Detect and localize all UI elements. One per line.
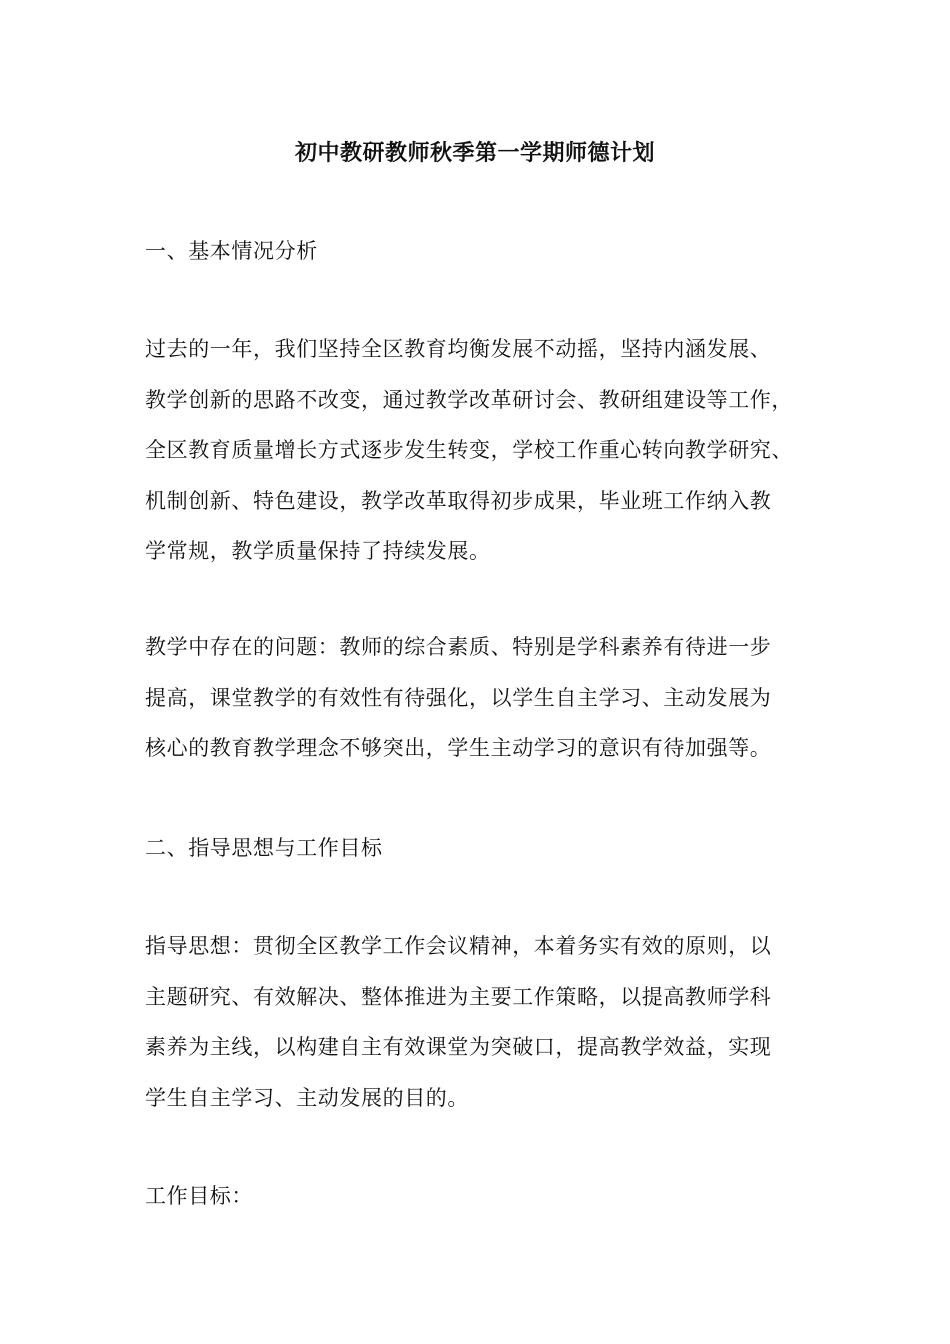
paragraph-problems [145,622,825,774]
section-heading-guiding-thought [145,823,825,874]
paragraph-line: 素养为主线，以构建自主有效课堂为突破口，提高教学效益，实现 [145,1035,772,1059]
document-title: 初中教研教师秋季第一学期师德计划 [294,140,655,166]
paragraph-line: 指导思想：贯彻全区教学工作会议精神，本着务实有效的原则，以 [145,934,772,958]
paragraph-line: 学生自主学习、主动发展的目的。 [145,1085,469,1110]
paragraph-work-goals [145,1171,825,1222]
paragraph-line: 学常规，教学质量保持了持续发展。 [145,539,491,563]
paragraph-line: 教学创新的思路不改变，通过教学改革研讨会、教研组建设等工作， [145,387,793,412]
paragraph-line: 主题研究、有效解决、整体推进为主要工作策略，以提高教师学科 [145,984,772,1009]
section-heading-text: 一、基本情况分析 [145,239,318,263]
paragraph-line: 提高，课堂教学的有效性有待强化，以学生自主学习、主动发展为 [145,685,772,710]
paragraph-line: 机制创新、特色建设，教学改革取得初步成果，毕业班工作纳入教 [145,488,772,513]
paragraph-line: 教学中存在的问题：教师的综合素质、特别是学科素养有待进一步 [145,635,772,659]
paragraph-line: 全区教育质量增长方式逐步发生转变，学校工作重心转向教学研究、 [145,438,793,462]
paragraph-line: 过去的一年，我们坚持全区教育均衡发展不动摇，坚持内涵发展、 [145,337,772,361]
section-heading-basic-analysis [145,226,825,277]
paragraph-line: 工作目标： [145,1184,253,1208]
paragraph-past-year [145,324,825,577]
section-heading-text: 二、指导思想与工作目标 [145,836,383,860]
paragraph-guiding-thought [145,921,825,1123]
paragraph-line: 核心的教育教学理念不够突出，学生主动学习的意识有待加强等。 [145,736,772,760]
